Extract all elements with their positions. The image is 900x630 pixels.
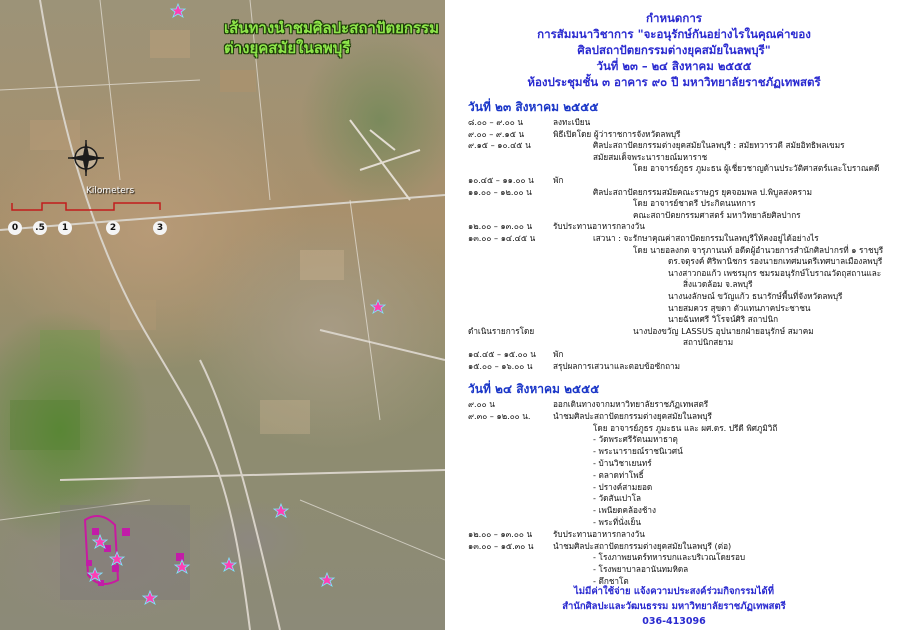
scale-bar xyxy=(12,203,160,210)
airfield xyxy=(350,120,420,200)
seminar-date: วันที่ ๒๓ – ๒๔ สิงหาคม ๒๕๕๕ xyxy=(596,59,752,73)
scale-tick-half: .5 xyxy=(33,221,47,235)
schedule-activity: นำชมศิลปะสถาปัตยกรรมต่างยุคสมัยในลพบุรี (ต่อ) xyxy=(553,540,732,551)
schedule-time: ๑๒.๐๐ – ๑๓.๐๐ น xyxy=(468,221,533,232)
schedule-activity: นางสาวกอแก้ว เพชรมุกร ชมรมอนุรักษ์โบราณวัตถุสถานและ xyxy=(668,267,882,278)
schedule-activity: พัก xyxy=(553,175,564,185)
schedule-activity: - พระที่นั่งเย็น xyxy=(593,517,641,527)
schedule-activity: โดย อาจารย์ภูธร ภูมะธน ผู้เชี่ยวชาญด้านประวัติศาสตร์และโบราณคดี xyxy=(633,163,880,174)
schedule-time: ๑๔.๔๕ – ๑๕.๐๐ น xyxy=(468,349,536,359)
schedule-activity: เสวนา : จะรักษาคุณค่าสถาปัตยกรรมในลพบุรีให้คงอยู่ได้อย่างไร xyxy=(593,233,819,243)
schedule-activity: - ปรางค์สามยอด xyxy=(593,481,653,492)
schedule-time: ๑๓.๐๐ – ๑๔.๔๕ น xyxy=(468,233,536,243)
schedule-time: ๑๒.๐๐ – ๑๓.๐๐ น xyxy=(468,528,533,539)
schedule-activity: รับประทานอาหารกลางวัน xyxy=(553,528,645,539)
schedule-activity: สถาปนิกสยาม xyxy=(683,337,734,348)
schedule-activity: - วัดสันเปาโล xyxy=(593,493,642,504)
day1-heading: วันที่ ๒๓ สิงหาคม ๒๕๕๕ xyxy=(468,100,599,114)
schedule-activity: โดย อาจารย์ชาตรี ประกิตนนทการ xyxy=(633,198,756,209)
schedule-activity: โดย อาจารย์ภูธร ภูมะธน และ ผศ.ดร. ปรีดี พิศภูมิวิถี xyxy=(593,422,778,433)
scale-label: Kilometers xyxy=(86,186,135,196)
footer-line-2: สำนักศิลปะและวัฒนธรรม มหาวิทยาลัยราชภัฏเทพสตรี xyxy=(562,601,786,612)
schedule-activity: รับประทานอาหารกลางวัน xyxy=(553,221,645,232)
schedule-activity: สมัยสมเด็จพระนารายณ์มหาราช xyxy=(593,151,708,162)
schedule-activity: นำชมศิลปะสถาปัตยกรรมต่างยุคสมัยในลพบุรี xyxy=(553,410,712,421)
seminar-venue: ห้องประชุมชั้น ๓ อาคาร ๙๐ ปี มหาวิทยาลัยราชภัฏเทพสตรี xyxy=(527,75,821,89)
schedule-activity: - พระนารายณ์ราชนิเวศน์ xyxy=(593,446,683,457)
agenda-title: กำหนดการ xyxy=(646,11,702,25)
footer-phone: 036-413096 xyxy=(642,616,706,627)
map-title xyxy=(224,18,439,58)
schedule-activity: นางปองขวัญ LASSUS อุปนายกฝ่ายอนุรักษ์ สมาคม xyxy=(633,325,814,336)
schedule-time: ๙.๐๐ – ๙.๑๕ น xyxy=(468,128,525,139)
schedule-time: ๘.๐๐ – ๙.๐๐ น xyxy=(468,117,524,127)
schedule-activity: - โรงภาพยนตร์ทหารบกและบริเวณโดยรอบ xyxy=(593,552,746,563)
scale-tick-3: 3 xyxy=(153,221,167,235)
schedule-activity: ดร.จตุรงค์ ศิริพานิชกร รองนายกเทศมนตรีเทศบาลเมืองลพบุรี xyxy=(668,256,883,267)
schedule-activity: คณะสถาปัตยกรรมศาสตร์ มหาวิทยาลัยศิลปากร xyxy=(633,209,801,220)
schedule-time: ๑๓.๐๐ – ๑๕.๓๐ น xyxy=(468,540,534,551)
schedule-activity: ศิลปะสถาปัตยกรรมต่างยุคสมัยในลพบุรี : สมัยทวารวดี สมัยอิทธิพลเขมร xyxy=(593,140,845,151)
schedule-time: ๙.๑๕ – ๑๐.๔๕ น xyxy=(468,140,531,151)
schedule-time: ๑๑.๐๐ – ๑๒.๐๐ น xyxy=(468,186,532,197)
day2-heading: วันที่ ๒๔ สิงหาคม ๒๕๕๕ xyxy=(468,382,600,396)
schedule-activity: นายสมควร สุขดา ตัวแทนภาคประชาชน xyxy=(668,302,811,313)
seminar-name-line-1: การสัมมนาวิชาการ "จะอนุรักษ์กันอย่างไรในคุณค่าของ xyxy=(537,27,811,41)
schedule-time: ดำเนินรายการโดย xyxy=(468,325,535,336)
scale-tick-1: 1 xyxy=(58,221,72,235)
schedule-activity: - เพนียดคล้องช้าง xyxy=(593,505,657,516)
schedule-time: ๙.๓๐ – ๑๒.๐๐ น. xyxy=(468,410,531,421)
footer-line-1: ไม่มีค่าใช้จ่าย แจ้งความประสงค์ร่วมกิจกรรมได้ที่ xyxy=(574,586,774,597)
schedule-activity: นางนงลักษณ์ ขวัญแก้ว ธนารักษ์พื้นที่จังหวัดลพบุรี xyxy=(668,291,843,301)
scale-tick-0: 0 xyxy=(8,221,22,235)
scale-tick-2: 2 xyxy=(106,221,120,235)
map-title-line-2: ต่างยุคสมัยในลพบุรี xyxy=(223,39,351,57)
day1-row xyxy=(468,360,893,373)
schedule-activity: - วัดพระศรีรัตนมหาธาตุ xyxy=(593,434,678,445)
schedule-activity: - โรงพยาบาลอานันทมหิดล xyxy=(593,564,689,575)
schedule-activity: โดย นายอลงกต จารุภานนท์ อดีตผู้อำนวยการสำนักศิลปากรที่ ๑ ราชบุรี xyxy=(633,244,884,255)
town-area xyxy=(60,505,190,600)
map-artwork xyxy=(0,0,445,630)
schedule-activity: พัก xyxy=(553,349,564,359)
satellite-route-map xyxy=(0,0,445,630)
seminar-agenda xyxy=(448,0,900,630)
schedule-activity: ออกเดินทางจากมหาวิทยาลัยราชภัฏเทพสตรี xyxy=(553,399,709,409)
map-title-line-1: เส้นทางนำชมศิลปะสถาปัตยกรรม xyxy=(223,19,439,37)
schedule-time: ๑๕.๐๐ – ๑๖.๐๐ น xyxy=(468,360,533,371)
schedule-activity: สรุปผลการเสวนาและตอบข้อซักถาม xyxy=(553,360,681,371)
schedule-activity: - ตึกชาโต xyxy=(593,576,629,586)
seminar-name-line-2: ศิลปสถาปัตยกรรมต่างยุคสมัยในลพบุรี" xyxy=(577,43,771,57)
schedule-activity: นายฉันทศรี วิโรจน์ศิริ สถาปนิก xyxy=(668,314,779,325)
schedule-activity: สิ่งแวดล้อม จ.ลพบุรี xyxy=(683,279,753,290)
schedule-activity: ลงทะเบียน xyxy=(553,117,591,127)
schedule-activity: - บ้านวิชาเยนทร์ xyxy=(593,458,652,468)
schedule-activity: พิธีเปิดโดย ผู้ว่าราชการจังหวัดลพบุรี xyxy=(553,128,681,139)
schedule-time: ๙.๐๐ น xyxy=(468,399,495,409)
schedule-activity: - ตลาดท่าโพธิ์ xyxy=(593,469,644,480)
schedule-activity: ศิลปะสถาปัตยกรรมสมัยคณะราษฎร ยุคจอมพล ป.พิบูลสงคราม xyxy=(593,186,813,197)
schedule-time: ๑๐.๔๕ – ๑๑.๐๐ น xyxy=(468,175,534,185)
